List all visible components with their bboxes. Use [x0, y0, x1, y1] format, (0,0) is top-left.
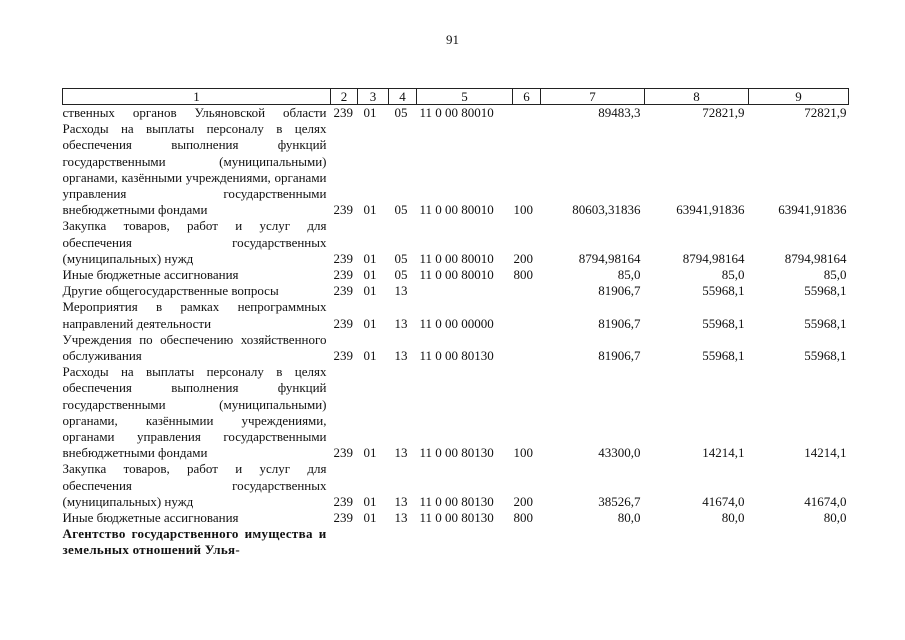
cell-code-expense-type: 800: [513, 510, 533, 526]
column-header-1: 1: [63, 89, 331, 105]
cell-amount-8: 55968,1: [702, 348, 745, 364]
cell-code-grbs: 239: [333, 315, 353, 331]
cell-amount-7: 43300,0: [598, 445, 641, 461]
cell-code-target: [417, 283, 513, 299]
header-row: [63, 89, 849, 105]
cell-code-subsection: [389, 526, 417, 558]
cell-code-grbs: 239: [333, 445, 353, 461]
cell-amount-9: 14214,1: [804, 445, 847, 461]
cell-code-grbs: 239: [333, 202, 353, 218]
cell-code-expense-type: [513, 332, 541, 364]
row-name: Учреждения по обеспечению хозяйственного обслуживания: [62, 331, 327, 364]
cell-amount-8: 80,0: [721, 510, 745, 526]
column-header-7: 7: [541, 89, 645, 105]
table-row: [63, 510, 849, 526]
cell-code-target: 11 0 00 80130: [419, 445, 494, 461]
page-number: 91: [446, 32, 459, 47]
cell-code-grbs: 239: [333, 267, 353, 283]
cell-code-expense-type: [513, 105, 541, 122]
cell-code-section: 01: [363, 348, 377, 364]
table-body: [63, 105, 849, 559]
cell-amount-9: 72821,9: [804, 105, 847, 120]
cell-amount-7: 81906,7: [598, 283, 641, 299]
cell-code-target: 11 0 00 80130: [419, 493, 494, 509]
cell-code-subsection: 13: [394, 445, 408, 461]
cell-amount-9: 41674,0: [804, 493, 847, 509]
cell-amount-8: 8794,98164: [682, 250, 745, 266]
cell-code-target: [417, 526, 513, 558]
cell-amount-9: 80,0: [823, 510, 847, 526]
cell-code-grbs: 239: [333, 493, 353, 509]
cell-amount-7: 81906,7: [598, 348, 641, 364]
cell-amount-9: 55968,1: [804, 348, 847, 364]
cell-amount-9: 8794,98164: [784, 250, 847, 266]
cell-code-target: 11 0 00 80130: [419, 348, 494, 364]
cell-code-section: 01: [363, 510, 377, 526]
cell-amount-8: 55968,1: [702, 315, 745, 331]
table-row: [63, 267, 849, 283]
cell-code-target: 11 0 00 00000: [419, 315, 494, 331]
cell-amount-9: 55968,1: [804, 315, 847, 331]
cell-code-expense-type: 800: [513, 267, 533, 283]
cell-amount-7: [541, 526, 645, 558]
cell-code-expense-type: [513, 283, 541, 299]
cell-code-expense-type: [513, 526, 541, 558]
cell-code-section: 01: [363, 493, 377, 509]
cell-code-expense-type: [513, 299, 541, 331]
cell-code-section: 01: [363, 315, 377, 331]
table-row: [63, 461, 849, 510]
cell-amount-8: 85,0: [721, 267, 745, 283]
cell-amount-7: 80603,31836: [572, 202, 641, 218]
cell-code-section: 01: [363, 445, 377, 461]
cell-code-target: 11 0 00 80010: [419, 267, 494, 283]
cell-code-subsection: 13: [394, 348, 408, 364]
cell-amount-7: 80,0: [617, 510, 641, 526]
row-name: Иные бюджетные ассигнования: [62, 510, 239, 526]
column-header-9: 9: [749, 89, 849, 105]
cell-amount-7: 89483,3: [598, 105, 641, 120]
row-name: Мероприятия в рамках непрограммных направлений деятельности: [62, 299, 327, 331]
cell-amount-9: 55968,1: [804, 283, 847, 299]
cell-amount-9: 85,0: [823, 267, 847, 283]
cell-code-target: 11 0 00 80010: [419, 105, 494, 120]
cell-code-target: 11 0 00 80130: [419, 510, 494, 526]
table-row: [63, 364, 849, 461]
column-header-8: 8: [645, 89, 749, 105]
row-name: ственных органов Ульяновской области: [62, 105, 327, 120]
cell-amount-9: [749, 526, 849, 558]
column-header-3: 3: [358, 89, 389, 105]
cell-code-section: 01: [363, 267, 377, 283]
cell-code-expense-type: 100: [513, 202, 533, 218]
row-name: Иные бюджетные ассигнования: [62, 267, 239, 283]
row-name: Расходы на выплаты персоналу в целях обеспечения выполнения функций государственными (муниципальными) органами, казёнными учреждениями, органами управления государственными внебюджетными фондами: [62, 121, 327, 218]
cell-code-grbs: 239: [333, 283, 353, 299]
cell-amount-8: 63941,91836: [676, 202, 745, 218]
cell-code-subsection: 13: [394, 283, 408, 299]
cell-code-subsection: 05: [394, 202, 408, 218]
cell-code-subsection: 05: [394, 250, 408, 266]
row-name: Другие общегосударственные вопросы: [62, 283, 279, 299]
cell-code-grbs: 239: [333, 510, 353, 526]
table-row: [63, 121, 849, 218]
table-row: [63, 299, 849, 331]
cell-code-subsection: 13: [394, 493, 408, 509]
cell-code-subsection: 13: [394, 510, 408, 526]
row-name: Агентство государственного имущества и земельных отношений Улья-: [62, 526, 327, 558]
cell-code-grbs: 239: [333, 348, 353, 364]
cell-amount-8: 72821,9: [702, 105, 745, 120]
column-header-5: 5: [417, 89, 513, 105]
cell-code-subsection: 05: [394, 267, 408, 283]
budget-table: [62, 88, 849, 559]
table-row: [63, 526, 849, 558]
cell-amount-8: [645, 526, 749, 558]
cell-code-expense-type: 100: [513, 445, 533, 461]
cell-code-subsection: 13: [394, 315, 408, 331]
cell-code-section: 01: [363, 283, 377, 299]
cell-code-grbs: 239: [333, 250, 353, 266]
cell-code-expense-type: 200: [513, 250, 533, 266]
cell-code-target: 11 0 00 80010: [419, 202, 494, 218]
table-row: [63, 283, 849, 299]
cell-code-section: 01: [363, 105, 377, 120]
cell-code-expense-type: 200: [513, 493, 533, 509]
cell-code-section: 01: [363, 250, 377, 266]
cell-code-section: 01: [363, 202, 377, 218]
table-row: [63, 332, 849, 364]
cell-amount-7: 8794,98164: [578, 250, 641, 266]
cell-code-grbs: [331, 526, 358, 558]
column-header-6: 6: [513, 89, 541, 105]
table-row: [63, 105, 849, 122]
cell-amount-7: 38526,7: [598, 493, 641, 509]
cell-amount-9: 63941,91836: [778, 202, 847, 218]
cell-code-target: 11 0 00 80010: [419, 250, 494, 266]
cell-amount-8: 14214,1: [702, 445, 745, 461]
table-row: [63, 218, 849, 267]
cell-amount-7: 81906,7: [598, 315, 641, 331]
row-name: Расходы на выплаты персоналу в целях обеспечения выполнения функций государственными (муниципальными) органами, казённымии учреждениями, органами управления государственными внебюджетными фондами: [62, 364, 327, 461]
row-name: Закупка товаров, работ и услуг для обеспечения государственных (муниципальных) нужд: [62, 461, 327, 509]
cell-amount-7: 85,0: [617, 267, 641, 283]
cell-code-section: [358, 526, 389, 558]
cell-amount-8: 41674,0: [702, 493, 745, 509]
column-header-4: 4: [389, 89, 417, 105]
column-header-2: 2: [331, 89, 358, 105]
cell-code-grbs: 239: [333, 105, 353, 120]
cell-amount-8: 55968,1: [702, 283, 745, 299]
row-name: Закупка товаров, работ и услуг для обеспечения государственных (муниципальных) нужд: [62, 218, 327, 266]
cell-code-subsection: 05: [394, 105, 408, 120]
